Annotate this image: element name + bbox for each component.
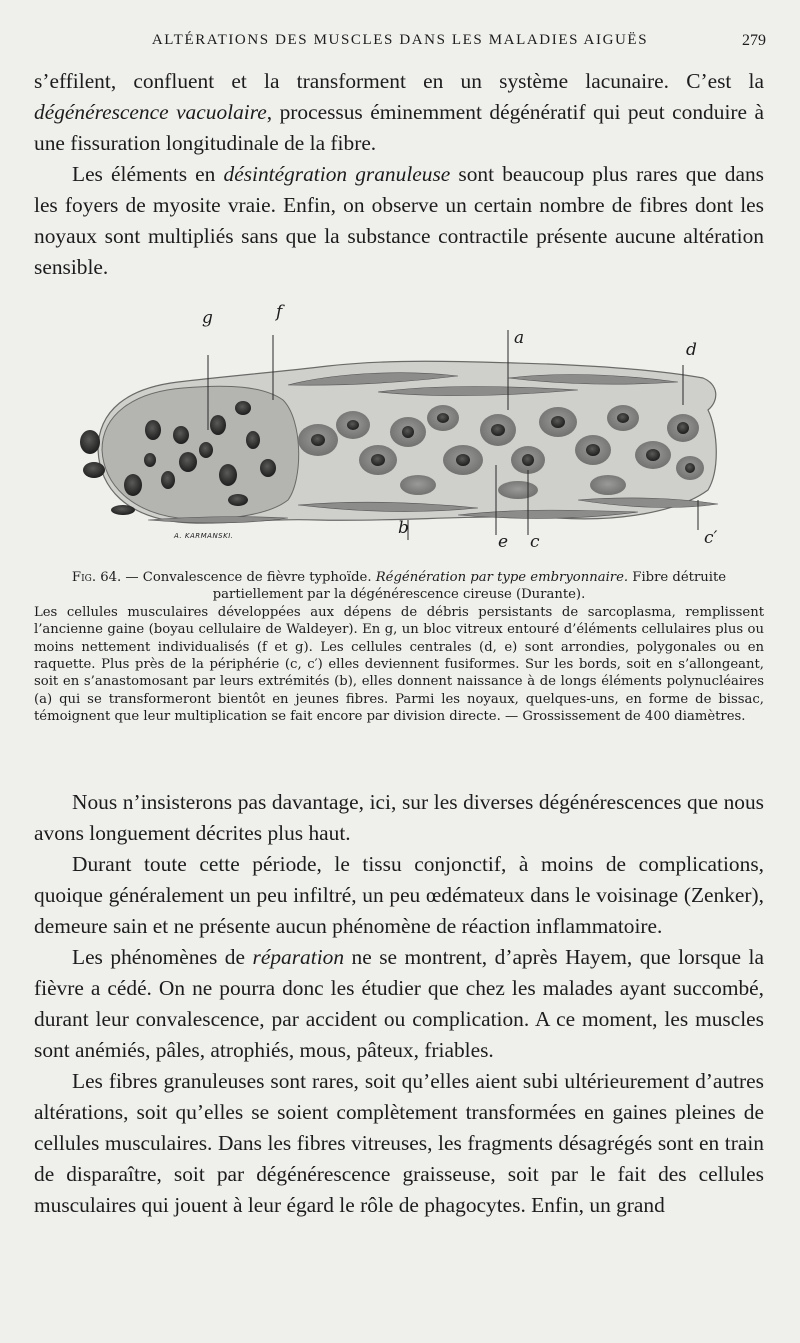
artist-signature: A. KARMANSKI. bbox=[174, 532, 234, 540]
figure-label-g: g bbox=[202, 308, 213, 328]
paragraph: Durant toute cette période, le tissu conjonctif, à moins de complications, quoique généralement un peu infiltré, un peu œdémateux dans le voisinage (Zenker), demeure sain et ne présente aucun phénomène de réaction inflammatoire. bbox=[34, 852, 764, 938]
page-number: 279 bbox=[742, 32, 766, 49]
figure-label-c: c bbox=[530, 532, 540, 552]
figure-label-b: b bbox=[398, 518, 409, 538]
caption-body: Les cellules musculaires développées aux dépens de débris persistants de sarcoplasma, remplissent l’ancienne gaine (boyau cellulaire de Waldeyer). En g, un bloc vitreux entouré d’éléments cellulaires plus ou moins nettement individualisés (f et g). Les cellules centrales (d, e) sont arrondies, polygonales ou en raquette. Plus près de la périphérie (c, c′) elles deviennent fusiformes. Sur les bords, soit en s’allongeant, soit en s’anastomosant par leurs extrémités (b), elles donnent naissance à de longs éléments polynucléaires (a) qui se transformeront bientôt en jeunes fibres. Parmi les noyaux, quelques-uns, en forme de bissac, témoignent que leur multiplication se fait encore par division directe. — Grossissement de 400 diamètres. bbox=[34, 604, 764, 725]
paragraph: s’effilent, confluent et la transforment en un système lacunaire. C’est la dégénérescence vacuolaire, processus éminemment dégénératif qui peut conduire à une fissuration longitudinale de la fibre. bbox=[34, 69, 764, 155]
paragraph: Les fibres granuleuses sont rares, soit qu’elles aient subi ultérieurement d’autres altérations, soit qu’elles se soient complètement transformées en gaines pleines de cellules musculaires. Dans les fibres vitreuses, les fragments désagrégés sont en train de disparaître, soit par dégénérescence graisseuse, soit par le fait des cellules musculaires qui jouent à leur égard le rôle de phagocytes. Enfin, un grand bbox=[34, 1069, 764, 1217]
figure-label-d: d bbox=[686, 340, 697, 360]
figure-label-c-prime: c′ bbox=[704, 528, 718, 548]
paragraph: Les éléments en désintégration granuleuse sont beaucoup plus rares que dans les foyers de myosite vraie. Enfin, on observe un certain nombre de fibres dont les noyaux sont multipliés sans que la substance contractile présente aucune altération sensible. bbox=[34, 162, 764, 279]
running-title: ALTÉRATIONS DES MUSCLES DANS LES MALADIES AIGUËS bbox=[151, 32, 649, 48]
page-header bbox=[34, 32, 766, 56]
figure-label-f: f bbox=[276, 302, 283, 322]
body-text-bottom bbox=[34, 787, 764, 1221]
paragraph: Les phénomènes de réparation ne se montrent, d’après Hayem, que lorsque la fièvre a cédé. On ne pourra donc les étudier que chez les malades ayant succombé, durant leur convalescence, par accident ou complication. A ce moment, les muscles sont anémiés, pâles, atrophiés, mous, pâteux, friables. bbox=[34, 945, 764, 1062]
emphasis: dégénérescence vacuolaire bbox=[34, 100, 267, 124]
emphasis: Régénération par type embryonnaire. bbox=[375, 570, 629, 585]
figure-label-e: e bbox=[498, 532, 509, 552]
emphasis: réparation bbox=[252, 945, 345, 969]
figure-caption bbox=[34, 569, 764, 726]
caption-title: Fig. 64. — Convalescence de fièvre typhoïde. Régénération par type embryonnaire. Fibre détruite partiellement par la dégénérescence cireuse (Durante). bbox=[71, 570, 727, 603]
paragraph: Nous n’insisterons pas davantage, ici, sur les diverses dégénérescences que nous avons longuement décrites plus haut. bbox=[34, 790, 764, 845]
histology-figure bbox=[78, 300, 738, 568]
emphasis: désintégration granuleuse bbox=[223, 162, 451, 186]
figure-label-a: a bbox=[514, 328, 525, 348]
body-text-top bbox=[34, 66, 764, 283]
